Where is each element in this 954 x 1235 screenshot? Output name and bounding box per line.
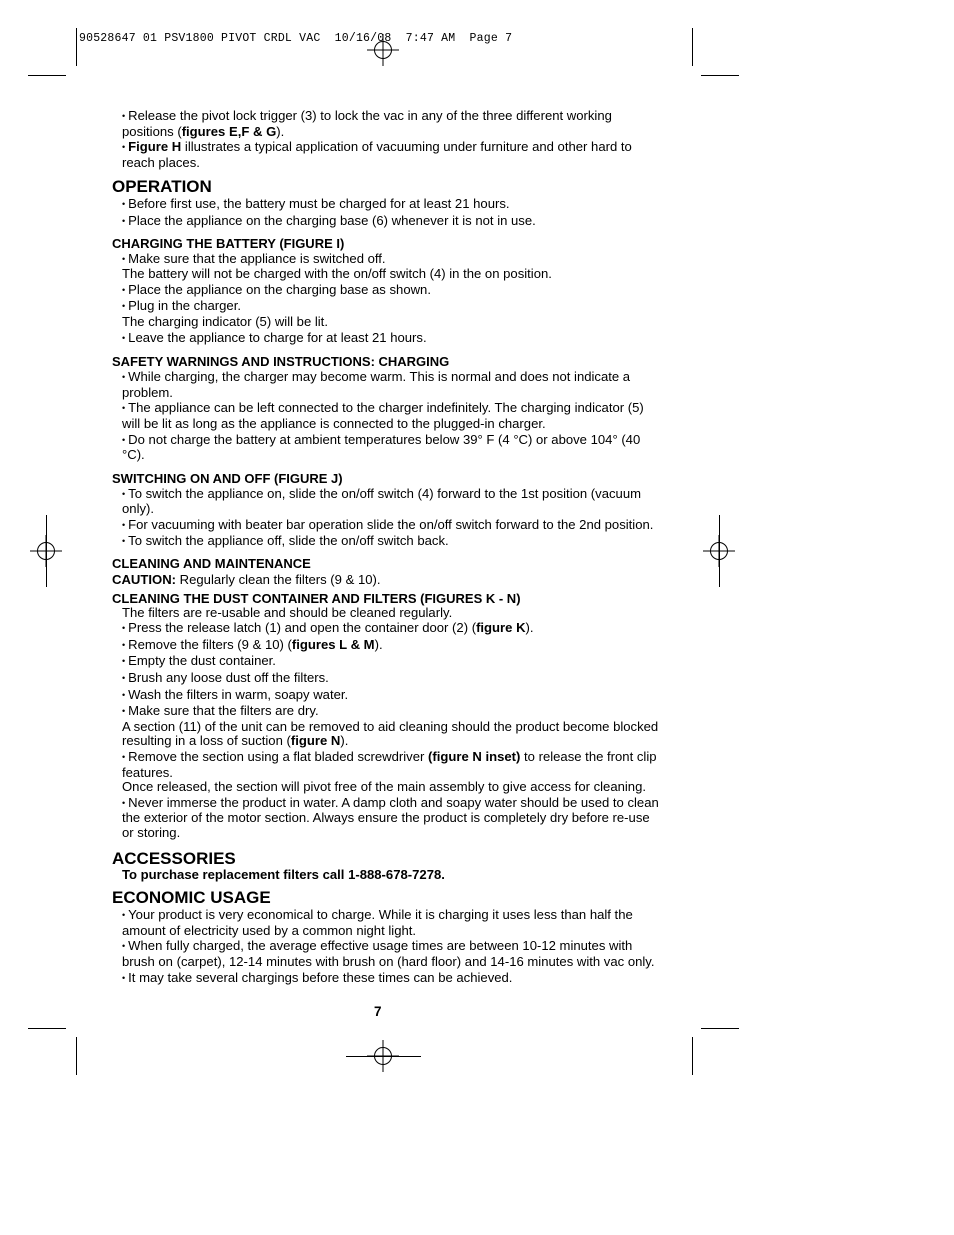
accessories-heading: ACCESSORIES xyxy=(112,848,236,868)
crop-mark-bottom-left-h xyxy=(28,1028,66,1029)
dust-paragraph-2: A section (11) of the unit can be removed to aid cleaning should the product become blocked resulting in a loss of suction (figure N). xyxy=(122,718,659,749)
safety-bullet-2: • The appliance can be left connected to the charger indefinitely. The charging indicator (5) will be lit as long as the appliance is connected to the plugged-in charger. xyxy=(112,401,664,431)
caution-line: CAUTION: Regularly clean the filters (9 & 10). xyxy=(112,572,381,588)
economic-bullet-1: • Your product is very economical to charge. While it is charging it uses less than half the amount of electricity used by a common night light. xyxy=(112,908,664,938)
operation-bullet-1: • Before first use, the battery must be charged for at least 21 hours. xyxy=(112,197,664,213)
page-content xyxy=(112,108,664,986)
safety-heading: SAFETY WARNINGS AND INSTRUCTIONS: CHARGING xyxy=(112,354,450,370)
dust-bullet-3: • Empty the dust container. xyxy=(112,654,664,670)
dust-bullet-1: • Press the release latch (1) and open the container door (2) (figure K). xyxy=(112,621,664,637)
crop-mark-bottom-left-v xyxy=(76,1037,77,1075)
charging-bullet-1: • Make sure that the appliance is switched off. xyxy=(112,252,664,268)
safety-bullet-3: • Do not charge the battery at ambient temperatures below 39° F (4 °C) or above 104° (40 °C). xyxy=(112,433,664,463)
page-number: 7 xyxy=(374,1004,382,1019)
dust-heading: CLEANING THE DUST CONTAINER AND FILTERS (FIGURES K - N) xyxy=(112,590,521,606)
charging-heading: CHARGING THE BATTERY (FIGURE I) xyxy=(112,235,345,251)
safety-bullet-1: • While charging, the charger may become warm. This is normal and does not indicate a problem. xyxy=(112,370,664,400)
registration-line-right xyxy=(719,515,720,587)
charging-bullet-2: • Place the appliance on the charging base as shown. xyxy=(112,283,664,299)
dust-bullet-2: • Remove the filters (9 & 10) (figures L & M). xyxy=(112,638,664,654)
charging-paragraph-2: The charging indicator (5) will be lit. xyxy=(122,313,328,329)
registration-line-bottom xyxy=(346,1056,421,1057)
switching-bullet-3: • To switch the appliance off, slide the on/off switch back. xyxy=(112,534,664,550)
intro-bullet-1: • Release the pivot lock trigger (3) to lock the vac in any of the three different working positions (figures E,F & G). xyxy=(112,109,664,139)
printer-slug: 90528647 01 PSV1800 PIVOT CRDL VAC 10/16/08 7:47 AM Page 7 xyxy=(79,32,513,45)
dust-bullet-7: • Remove the section using a flat bladed screwdriver (figure N inset) to release the front clip features. xyxy=(112,750,664,780)
crop-mark-top-left-h xyxy=(28,75,66,76)
switching-bullet-2: • For vacuuming with beater bar operation slide the on/off switch forward to the 2nd position. xyxy=(112,518,664,534)
dust-bullet-5: • Wash the filters in warm, soapy water. xyxy=(112,688,664,704)
economic-heading: ECONOMIC USAGE xyxy=(112,888,271,908)
dust-paragraph-3: Once released, the section will pivot free of the main assembly to give access for cleaning. xyxy=(122,779,647,795)
crop-mark-top-right-h xyxy=(701,75,739,76)
switching-heading: SWITCHING ON AND OFF (FIGURE J) xyxy=(112,470,343,486)
economic-bullet-2: • When fully charged, the average effective usage times are between 10-12 minutes with brush on (carpet), 12-14 minutes with brush on (hard floor) and 14-16 minutes with vac only. xyxy=(112,939,664,969)
dust-bullet-6: • Make sure that the filters are dry. xyxy=(112,704,664,720)
registration-mark-top-icon xyxy=(367,34,399,66)
dust-bullet-8: • Never immerse the product in water. A damp cloth and soapy water should be used to clean the exterior of the motor section. Always ensure the product is completely dry before re-use or storing. xyxy=(112,796,664,841)
intro-bullet-2: • Figure H illustrates a typical application of vacuuming under furniture and other hard to reach places. xyxy=(112,140,664,170)
operation-heading: OPERATION xyxy=(112,177,212,197)
dust-bullet-4: • Brush any loose dust off the filters. xyxy=(112,671,664,687)
caution-label: CAUTION: xyxy=(112,572,177,588)
switching-bullet-1: • To switch the appliance on, slide the on/off switch (4) forward to the 1st position (vacuum only). xyxy=(112,487,664,517)
registration-line-left xyxy=(46,515,47,587)
charging-bullet-4: • Leave the appliance to charge for at least 21 hours. xyxy=(112,331,664,347)
crop-mark-bottom-right-v xyxy=(692,1037,693,1075)
dust-paragraph-1: The filters are re-usable and should be cleaned regularly. xyxy=(122,604,453,620)
accessories-text: To purchase replacement filters call 1-888-678-7278. xyxy=(122,866,445,882)
crop-mark-bottom-right-h xyxy=(701,1028,739,1029)
charging-paragraph-1: The battery will not be charged with the on/off switch (4) in the on position. xyxy=(122,266,552,282)
economic-bullet-3: • It may take several chargings before these times can be achieved. xyxy=(112,971,664,987)
cleaning-heading: CLEANING AND MAINTENANCE xyxy=(112,556,311,572)
charging-bullet-3: • Plug in the charger. xyxy=(112,299,664,315)
crop-mark-top-right-v xyxy=(692,28,693,66)
operation-bullet-2: • Place the appliance on the charging base (6) whenever it is not in use. xyxy=(112,214,664,230)
crop-mark-top-left-v xyxy=(76,28,77,66)
